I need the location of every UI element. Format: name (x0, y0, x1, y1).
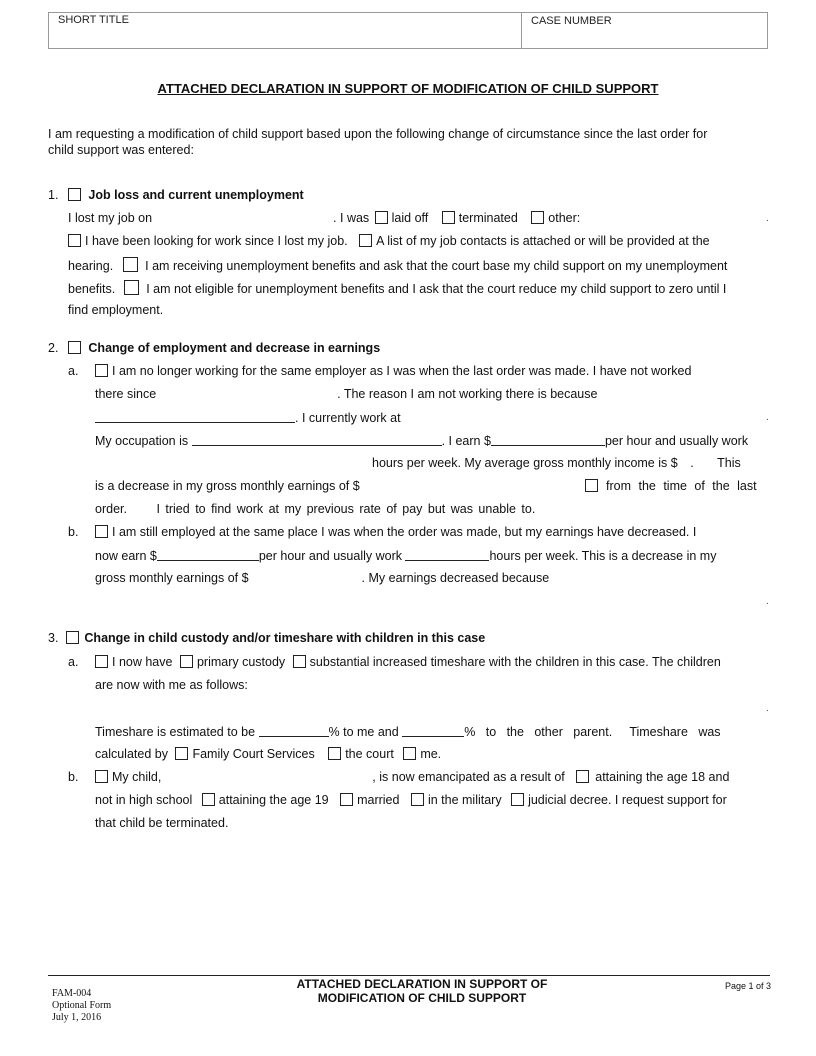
case-number-label: CASE NUMBER (531, 15, 612, 27)
pct-to-me-label: % to me and (328, 725, 399, 739)
not-eligible-label: I am not eligible for unemployment benefits and I ask that the court reduce my child support to zero until I (146, 282, 727, 296)
footer-title (0, 977, 816, 1005)
s3b-label: b. (68, 770, 79, 784)
s3a-line-2: are now with me as follows: (95, 678, 248, 692)
married-label: married (357, 793, 400, 807)
page-number: Page 1 of 3 (725, 981, 772, 991)
decreased-because-label: . My earnings decreased because (361, 571, 550, 585)
now-earn-field[interactable] (157, 548, 259, 561)
i-earn-label: . I earn $ (441, 434, 491, 448)
section-1-heading (48, 188, 304, 202)
currently-work-at-label: . I currently work at (295, 411, 401, 425)
s3b-line-1 (95, 770, 729, 784)
gross-earnings-label: gross monthly earnings of $ (95, 571, 249, 585)
short-title-label: SHORT TITLE (58, 14, 129, 26)
s1-line-4 (68, 280, 726, 296)
family-court-services-label: Family Court Services (192, 747, 315, 761)
footer-title-line-1: ATTACHED DECLARATION IN SUPPORT OF (296, 977, 548, 991)
primary-custody-label: primary custody (196, 655, 286, 669)
s2a-line-3 (95, 410, 401, 425)
s1-line-3 (68, 257, 727, 273)
judicial-decree-label: judicial decree. I request support for (528, 793, 727, 807)
emancipated-label: , is now emancipated as a result of (372, 770, 565, 784)
age-19-checkbox[interactable] (202, 793, 215, 806)
per-hour-label: per hour and usually work (604, 434, 749, 448)
my-child-checkbox[interactable] (95, 770, 108, 783)
footer-rule (48, 975, 770, 976)
the-court-checkbox[interactable] (328, 747, 341, 760)
laid-off-label: laid off (391, 211, 429, 225)
s2a-line-6b (585, 479, 757, 493)
s3b-line-2 (95, 793, 727, 807)
hours-per-week-field[interactable] (405, 548, 489, 561)
document-title: ATTACHED DECLARATION IN SUPPORT OF MODIFICATION OF CHILD SUPPORT (157, 81, 659, 96)
s2a-line-7 (95, 502, 535, 516)
s2b-line-3 (95, 571, 549, 585)
section-2-title: Change of employment and decrease in earnings (88, 341, 381, 355)
still-employed-checkbox[interactable] (95, 525, 108, 538)
section-3-title: Change in child custody and/or timeshare with children in this case (84, 631, 486, 645)
from-last-order-label: from the time of the last (606, 479, 757, 493)
form-date: July 1, 2016 (52, 1012, 102, 1023)
other-label: other: (548, 211, 581, 225)
from-last-order-checkbox[interactable] (585, 479, 598, 492)
caption-header-box (48, 12, 768, 49)
decrease-earnings-label: is a decrease in my gross monthly earnings of $ (95, 479, 360, 493)
now-earn-label: now earn $ (95, 549, 157, 563)
now-have-label: I now have (112, 655, 173, 669)
looking-for-work-label: I have been looking for work since I lost my job. (85, 234, 348, 248)
s2a-line-5 (372, 456, 741, 470)
calculated-by-label: calculated by (95, 747, 168, 761)
section-1-number: 1. (48, 188, 59, 202)
s3a-line-4 (95, 747, 441, 761)
not-in-high-school-label: not in high school (95, 793, 193, 807)
usually-work-label: per hour and usually work (258, 549, 402, 563)
receiving-benefits-checkbox[interactable] (123, 257, 138, 272)
now-have-checkbox[interactable] (95, 655, 108, 668)
s2a-line-1 (95, 364, 691, 378)
reason-label: . The reason I am not working there is because (337, 387, 598, 401)
s2a-label: a. (68, 364, 79, 378)
caption-divider (521, 12, 522, 49)
gross-monthly-income-label: hours per week. My average gross monthly income is $ (372, 456, 678, 470)
s3b-line-3: that child be terminated. (95, 816, 229, 830)
age-19-label: attaining the age 19 (218, 793, 329, 807)
section-2-heading (48, 341, 380, 355)
my-child-label: My child, (112, 770, 162, 784)
i-was-label: . I was (333, 211, 370, 225)
line-end-mark: . (766, 703, 769, 714)
optional-form-label: Optional Form (52, 1000, 112, 1011)
job-contacts-label: A list of my job contacts is attached or will be provided at the (376, 234, 710, 248)
section-3-heading (48, 631, 485, 645)
benefits-label: benefits. (68, 282, 116, 296)
this-label: This (717, 456, 741, 470)
timeshare-other-field[interactable] (402, 724, 464, 737)
primary-custody-checkbox[interactable] (180, 655, 193, 668)
section-1-title: Job loss and current unemployment (88, 188, 304, 202)
military-label: in the military (427, 793, 502, 807)
line-end-mark: . (766, 412, 769, 423)
order-label: order. (95, 502, 127, 516)
no-longer-working-label: I am no longer working for the same employer as I was when the last order was made. I have not worked (112, 364, 692, 378)
judicial-decree-checkbox[interactable] (511, 793, 524, 806)
hours-decrease-label: hours per week. This is a decrease in my (489, 549, 717, 563)
job-lost-on-label: I lost my job on (68, 211, 153, 225)
job-loss-checkbox[interactable] (68, 188, 81, 201)
s2b-line-1 (95, 525, 696, 539)
other-checkbox[interactable] (531, 211, 544, 224)
reason-field[interactable] (95, 410, 295, 423)
s3a-line-3 (95, 724, 721, 739)
me-label: me. (420, 747, 442, 761)
timeshare-estimated-label: Timeshare is estimated to be (95, 725, 256, 739)
form-id: FAM-004 (52, 988, 92, 999)
change-employment-checkbox[interactable] (68, 341, 81, 354)
s2a-line-4 (95, 433, 748, 448)
footer-title-line-2: MODIFICATION OF CHILD SUPPORT (317, 991, 527, 1005)
line-end-mark: . (766, 596, 769, 607)
laid-off-checkbox[interactable] (375, 211, 388, 224)
pct-other-parent-label: % to the other parent. Timeshare was (464, 725, 721, 739)
s1-line-2 (68, 234, 710, 248)
looking-for-work-checkbox[interactable] (68, 234, 81, 247)
s2b-label: b. (68, 525, 79, 539)
increased-timeshare-checkbox[interactable] (293, 655, 306, 668)
hourly-rate-field[interactable] (491, 433, 605, 446)
married-checkbox[interactable] (340, 793, 353, 806)
terminated-checkbox[interactable] (442, 211, 455, 224)
s2a-line-6 (95, 479, 360, 493)
timeshare-me-field[interactable] (259, 724, 329, 737)
family-court-services-checkbox[interactable] (175, 747, 188, 760)
section-2-number: 2. (48, 341, 59, 355)
s2a-line-2 (95, 387, 597, 401)
the-court-label: the court (345, 747, 394, 761)
there-since-label: there since (95, 387, 157, 401)
receiving-benefits-label: I am receiving unemployment benefits and ask that the court base my child support on my unemployment (145, 259, 728, 273)
no-longer-working-checkbox[interactable] (95, 364, 108, 377)
intro-line-2: child support was entered: (48, 143, 194, 157)
s2b-line-2 (95, 548, 716, 563)
age-18-label: attaining the age 18 and (595, 770, 730, 784)
still-employed-label: I am still employed at the same place I was when the order was made, but my earnings have decreased. I (112, 525, 697, 539)
line-end-mark: . (766, 213, 769, 224)
tried-to-find-work-label: I tried to find work at my previous rate of pay but was unable to. (156, 502, 536, 516)
s1-line-1 (68, 211, 770, 225)
s3a-label: a. (68, 655, 79, 669)
s1-line-5: find employment. (68, 303, 164, 317)
me-checkbox[interactable] (403, 747, 416, 760)
occupation-field[interactable] (192, 433, 442, 446)
occupation-label: My occupation is (95, 434, 189, 448)
age-18-checkbox[interactable] (576, 770, 589, 783)
period: . (690, 456, 694, 470)
hearing-label: hearing. (68, 259, 114, 273)
section-3-number: 3. (48, 631, 59, 645)
military-checkbox[interactable] (411, 793, 424, 806)
not-eligible-checkbox[interactable] (124, 280, 139, 295)
job-contacts-checkbox[interactable] (359, 234, 372, 247)
terminated-label: terminated (458, 211, 518, 225)
increased-timeshare-label: substantial increased timeshare with the children in this case. The children (309, 655, 721, 669)
intro-line-1: I am requesting a modification of child support based upon the following change of circumstance since the last order for (48, 127, 708, 141)
custody-change-checkbox[interactable] (66, 631, 79, 644)
s3a-line-1 (95, 655, 721, 669)
